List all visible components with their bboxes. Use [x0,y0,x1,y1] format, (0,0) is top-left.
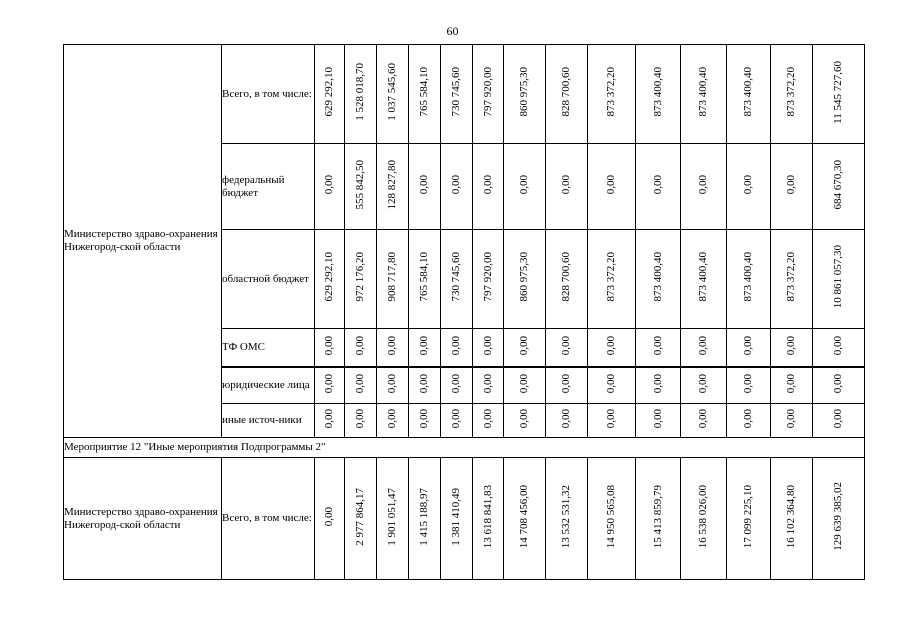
value-text: 0,00 [418,408,430,429]
value-cell [771,404,813,438]
value-text: 873 400,40 [651,252,664,302]
value-cell [345,144,377,230]
value-cell [315,230,345,329]
value-cell [636,144,681,230]
value-text: 0,00 [605,373,617,393]
funding-source-cell: Всего, в том числе: [222,458,315,580]
value-cell [813,230,865,329]
value-text: 0,00 [785,335,797,355]
value-text: 873 400,40 [742,67,754,117]
value-text: 1 381 410,49 [450,487,462,546]
value-cell [377,230,409,329]
funding-source-cell: ТФ ОМС [222,329,315,367]
value-text: 0,00 [323,408,335,429]
value-cell [588,458,636,580]
value-text: 1 528 018,70 [354,63,366,121]
value-cell [441,230,473,329]
value-text: 629 292,10 [323,67,335,117]
value-cell [345,367,377,404]
value-cell [377,329,409,367]
value-cell [771,144,813,230]
value-text: 0,00 [605,174,617,195]
value-text: 16 102 364,80 [785,484,797,549]
value-cell [546,45,588,144]
value-cell [473,367,504,404]
value-text: 828 700,60 [560,252,572,302]
value-text: 0,00 [450,373,462,393]
value-text: 15 413 859,79 [651,484,664,549]
value-text: 0,00 [450,408,462,429]
value-text: 16 538 026,00 [697,484,709,549]
value-cell [409,144,441,230]
value-cell [441,45,473,144]
value-cell [813,45,865,144]
value-cell [681,45,727,144]
value-cell [636,329,681,367]
value-text: 13 532 531,32 [560,484,572,549]
value-cell [504,458,546,580]
value-text: 765 584,10 [418,252,430,302]
value-cell [588,45,636,144]
value-text: 873 400,40 [697,252,709,302]
value-cell [546,230,588,329]
value-text: 0,00 [418,335,430,355]
funding-source-cell: Всего, в том числе: [222,45,315,144]
measure-row [64,438,865,458]
value-cell [473,329,504,367]
value-cell [473,144,504,230]
value-cell [771,230,813,329]
value-text: 0,00 [651,335,664,355]
organization-cell: Министерство здраво-охранения Нижегород-ской области [64,458,222,580]
value-text: 0,00 [560,174,572,195]
value-cell [546,404,588,438]
value-text: 14 950 565,08 [605,484,617,549]
value-text: 0,00 [354,335,366,355]
value-text: 129 639 385,02 [832,482,844,551]
value-text: 828 700,60 [560,67,572,117]
value-cell [771,45,813,144]
value-cell [377,458,409,580]
value-text: 10 861 057,30 [832,245,844,309]
value-text: 11 545 727,60 [832,60,844,124]
value-text: 0,00 [518,373,530,393]
value-text: 873 400,40 [742,252,754,302]
value-cell [441,458,473,580]
value-text: 0,00 [386,335,398,355]
value-cell [377,144,409,230]
value-text: 0,00 [481,174,494,195]
value-cell [588,404,636,438]
value-text: 0,00 [560,408,572,429]
value-cell [546,144,588,230]
value-cell [315,458,345,580]
value-text: 0,00 [560,373,572,393]
value-cell [546,367,588,404]
value-text: 0,00 [651,174,664,195]
value-cell [727,144,771,230]
value-text: 629 292,10 [323,252,335,302]
value-cell [771,458,813,580]
value-text: 684 670,30 [832,159,844,210]
value-text: 0,00 [418,373,430,393]
value-text: 0,00 [450,335,462,355]
value-text: 860 975,30 [518,252,530,302]
value-cell [813,144,865,230]
value-cell [473,230,504,329]
table-row [64,45,865,144]
value-cell [441,329,473,367]
value-text: 2 977 864,17 [354,487,366,546]
page-number: 60 [446,24,459,38]
value-cell [727,367,771,404]
value-cell [636,404,681,438]
value-text: 730 745,60 [450,67,462,117]
value-text: 0,00 [386,408,398,429]
value-text: 1 037 545,60 [386,63,398,121]
value-cell [377,404,409,438]
value-cell [813,404,865,438]
table-row [64,458,865,580]
value-cell [681,230,727,329]
value-cell [771,329,813,367]
measure-title: Мероприятие 12 "Иные мероприятия Подпрограммы 2" [64,438,865,458]
value-cell [636,230,681,329]
value-text: 0,00 [832,373,844,393]
value-cell [813,367,865,404]
value-cell [409,45,441,144]
value-cell [588,230,636,329]
funding-source-cell: областной бюджет [222,230,315,329]
value-cell [409,230,441,329]
value-text: 0,00 [386,373,398,393]
value-text: 0,00 [785,174,797,195]
value-cell [315,367,345,404]
value-text: 0,00 [832,408,844,429]
value-cell [473,458,504,580]
value-text: 17 099 225,10 [742,484,754,549]
value-cell [504,367,546,404]
value-text: 0,00 [742,373,754,393]
value-cell [546,458,588,580]
value-cell [409,458,441,580]
value-cell [588,144,636,230]
value-text: 0,00 [697,335,709,355]
value-cell [588,329,636,367]
value-cell [345,45,377,144]
value-cell [441,367,473,404]
value-text: 0,00 [481,373,494,393]
value-text: 0,00 [832,335,844,355]
value-text: 873 400,40 [651,67,664,117]
value-cell [315,404,345,438]
value-cell [681,404,727,438]
value-cell [315,329,345,367]
value-cell [681,329,727,367]
funding-source-cell: иные источ-ники [222,404,315,438]
value-cell [727,404,771,438]
value-cell [636,45,681,144]
value-cell [345,230,377,329]
value-text: 0,00 [518,174,530,195]
value-text: 0,00 [605,408,617,429]
value-cell [813,329,865,367]
value-cell [345,404,377,438]
value-text: 0,00 [518,408,530,429]
value-text: 0,00 [323,373,335,393]
value-cell [377,45,409,144]
value-text: 0,00 [742,335,754,355]
value-cell [813,458,865,580]
value-cell [315,144,345,230]
value-text: 0,00 [697,408,709,429]
value-cell [588,367,636,404]
value-text: 0,00 [481,335,494,355]
value-cell [504,45,546,144]
value-text: 0,00 [785,373,797,393]
value-cell [504,144,546,230]
value-text: 14 708 456,00 [518,484,530,549]
value-text: 0,00 [651,373,664,393]
value-cell [636,458,681,580]
value-text: 128 827,80 [386,159,398,210]
value-cell [681,458,727,580]
value-text: 0,00 [605,335,617,355]
value-cell [546,329,588,367]
value-text: 797 920,00 [481,252,494,302]
value-text: 873 372,20 [605,67,617,117]
value-cell [504,329,546,367]
value-cell [473,45,504,144]
value-cell [409,367,441,404]
value-text: 0,00 [354,373,366,393]
value-cell [681,367,727,404]
value-cell [345,458,377,580]
value-text: 0,00 [323,506,335,527]
value-cell [771,367,813,404]
value-text: 873 372,20 [605,252,617,302]
funding-source-cell: федеральный бюджет [222,144,315,230]
value-cell [727,230,771,329]
value-cell [727,45,771,144]
value-text: 0,00 [354,408,366,429]
value-cell [727,329,771,367]
value-text: 0,00 [742,174,754,195]
value-text: 797 920,00 [481,67,494,117]
value-text: 0,00 [560,335,572,355]
value-text: 1 901 051,47 [386,487,398,546]
value-cell [473,404,504,438]
value-text: 555 842,50 [354,159,366,210]
value-text: 1 415 188,97 [418,487,430,546]
value-cell [636,367,681,404]
value-text: 860 975,30 [518,67,530,117]
value-cell [345,329,377,367]
value-text: 908 717,80 [386,252,398,302]
value-cell [504,404,546,438]
budget-table [63,44,865,580]
value-text: 0,00 [450,174,462,195]
value-cell [315,45,345,144]
value-cell [441,404,473,438]
value-text: 0,00 [481,408,494,429]
value-text: 873 400,40 [697,67,709,117]
value-text: 0,00 [742,408,754,429]
funding-source-cell: юридические лица [222,367,315,404]
value-text: 0,00 [697,174,709,195]
value-cell [681,144,727,230]
value-cell [441,144,473,230]
value-text: 0,00 [651,408,664,429]
value-cell [409,329,441,367]
value-text: 972 176,20 [354,252,366,302]
value-cell [727,458,771,580]
value-text: 873 372,20 [785,252,797,302]
value-text: 0,00 [785,408,797,429]
value-text: 0,00 [418,174,430,195]
value-cell [409,404,441,438]
value-cell [504,230,546,329]
value-text: 765 584,10 [418,67,430,117]
value-cell [377,367,409,404]
value-text: 0,00 [323,174,335,195]
organization-cell: Министерство здраво-охранения Нижегород-ской области [64,45,222,438]
value-text: 873 372,20 [785,67,797,117]
value-text: 0,00 [518,335,530,355]
value-text: 13 618 841,83 [481,484,494,549]
value-text: 730 745,60 [450,252,462,302]
value-text: 0,00 [697,373,709,393]
value-text: 0,00 [323,335,335,355]
